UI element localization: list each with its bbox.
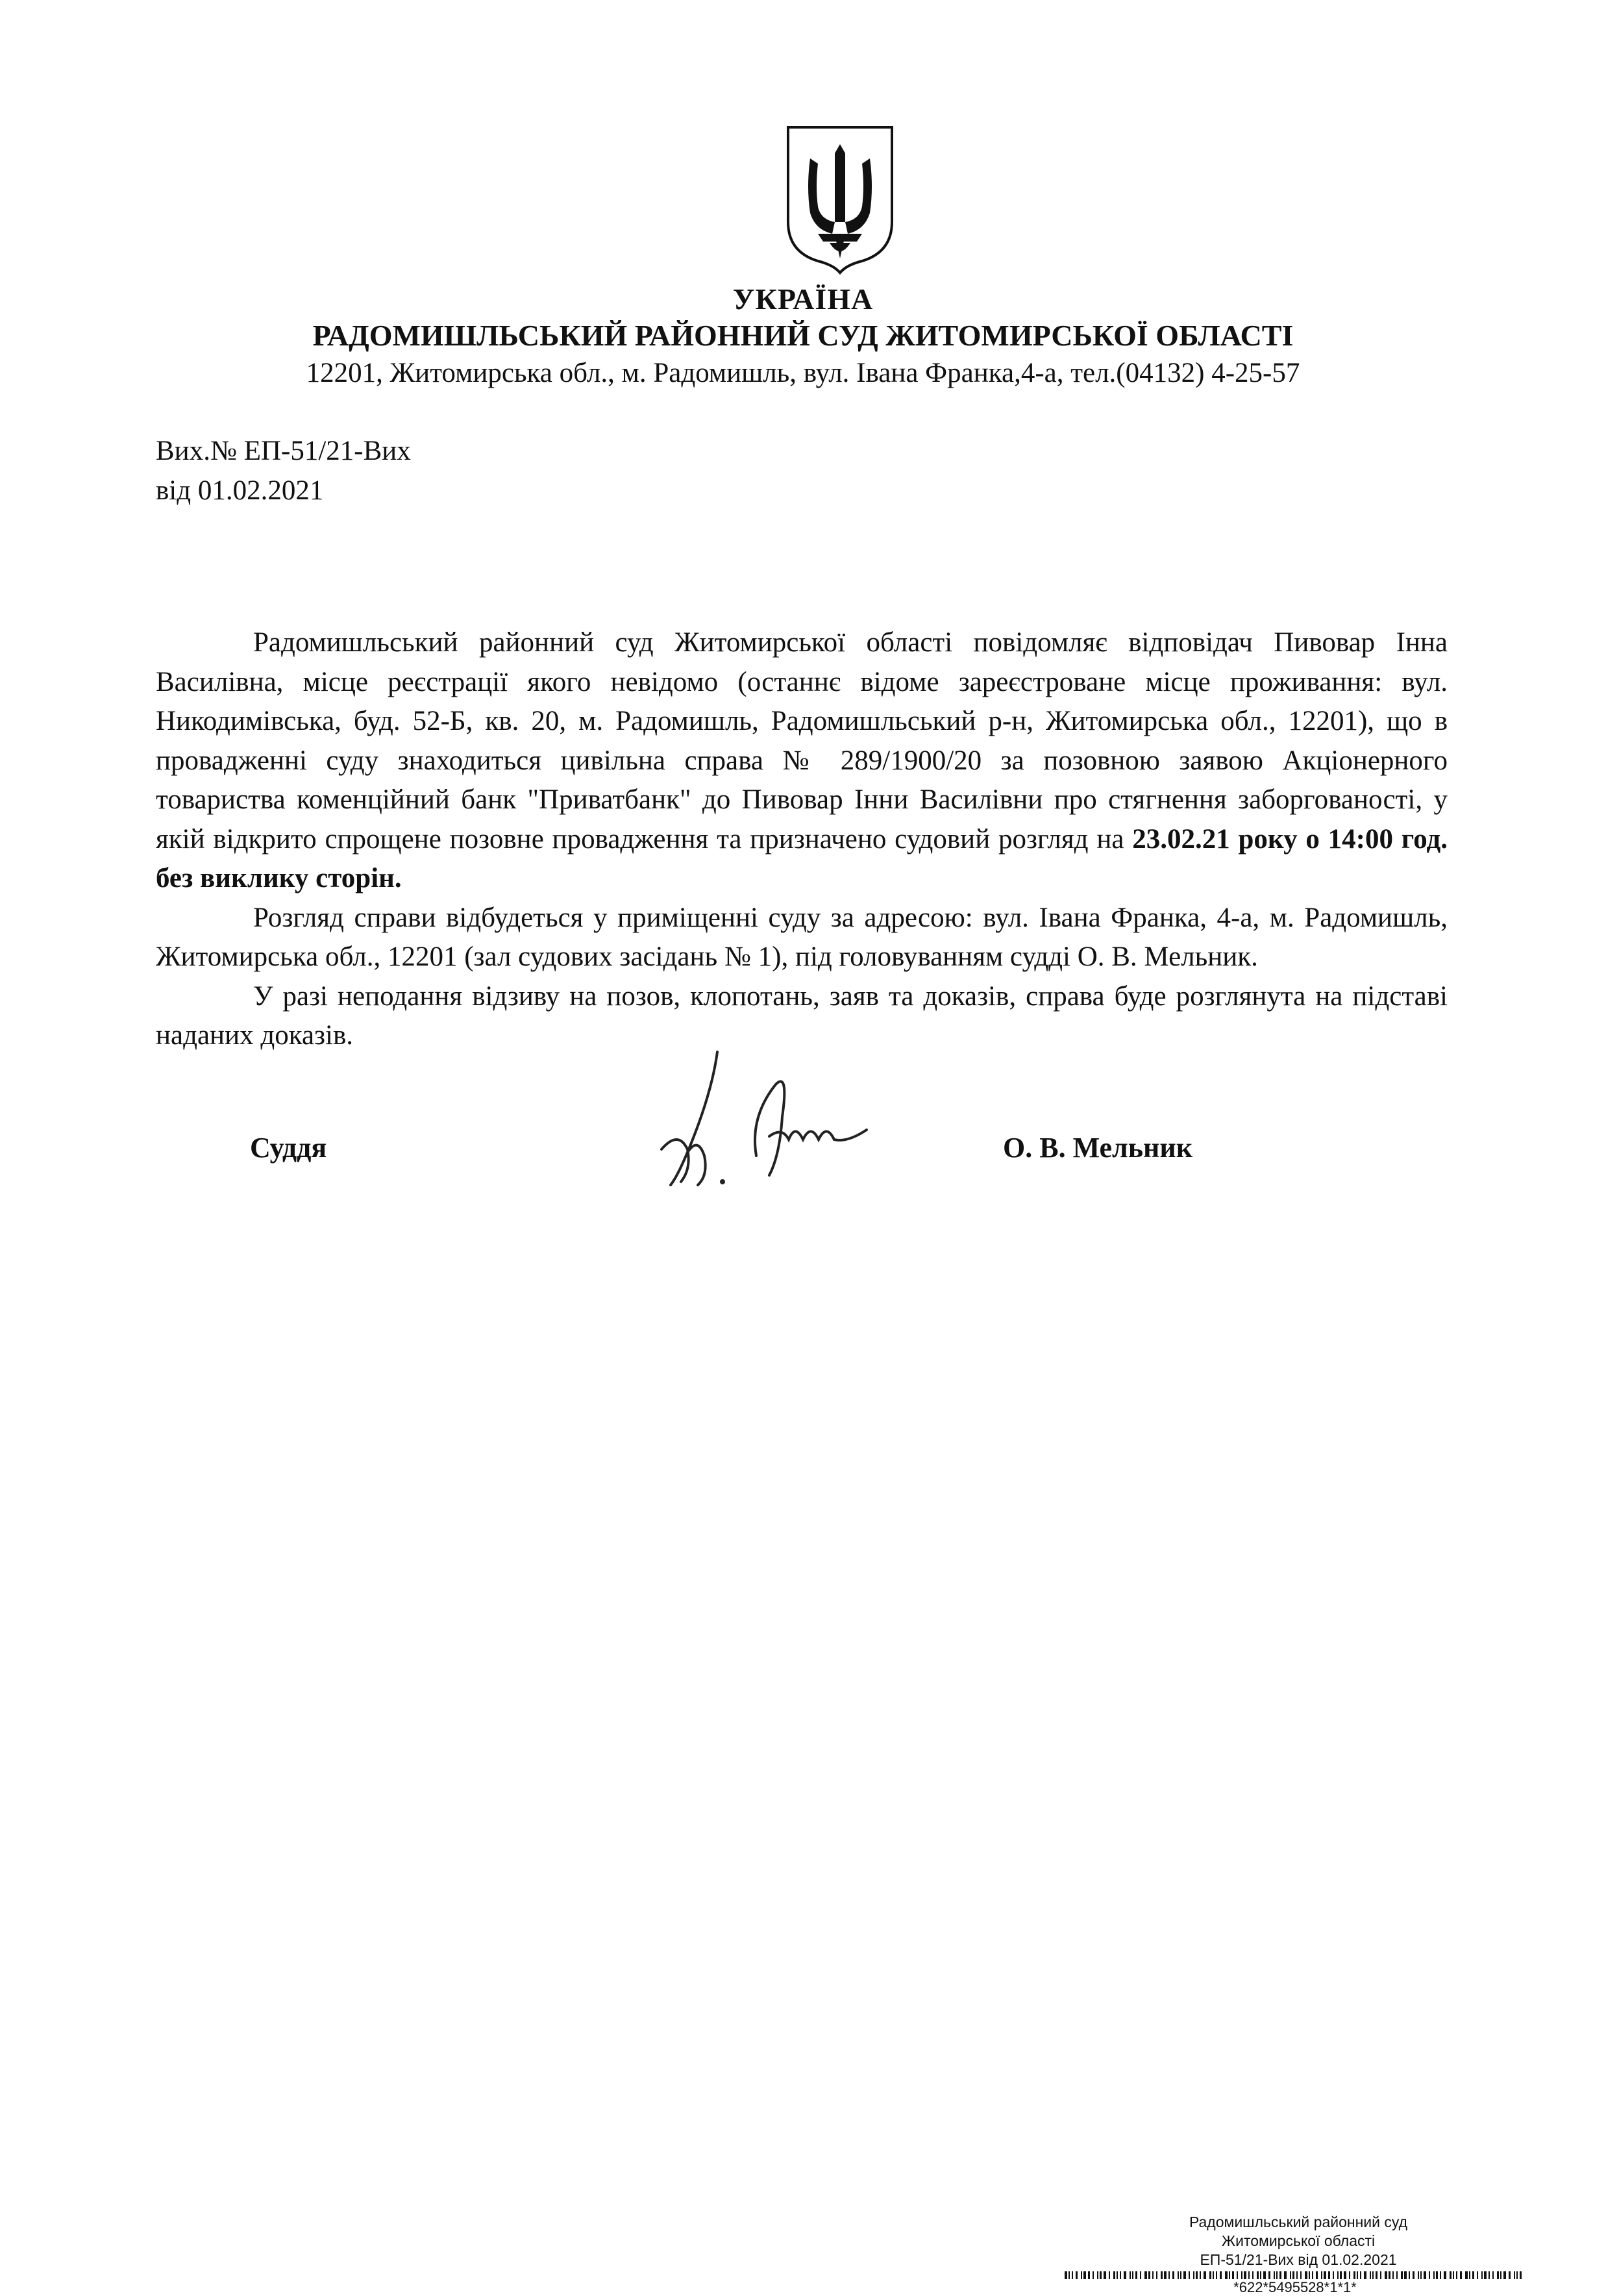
barcode-bar: [1241, 2271, 1242, 2279]
stamp-line-1: Радомишльський районний суд: [1189, 2214, 1408, 2230]
barcode-bar: [1172, 2271, 1174, 2279]
registration-stamp: [1052, 2213, 1545, 2269]
barcode-bar: [1260, 2271, 1261, 2279]
notice-body: [156, 623, 1448, 1056]
barcode-bar: [1497, 2271, 1499, 2279]
paragraph-3: У разі неподання відзиву на позов, клопотань, заяв та доказів, справа буде розглянута на підставі наданих доказів.: [156, 980, 1448, 1051]
barcode-bar: [1135, 2271, 1137, 2279]
barcode-bar: [1396, 2271, 1398, 2279]
stamp-line-2: Житомирської області: [1221, 2232, 1376, 2249]
barcode-bar: [1424, 2271, 1426, 2279]
barcode-bar: [1489, 2271, 1490, 2279]
judge-title: Суддя: [250, 1132, 327, 1164]
barcode-bar: [1232, 2271, 1234, 2279]
barcode-bar: [1465, 2271, 1468, 2279]
barcode-bar: [1453, 2271, 1454, 2279]
barcode-bar: [1263, 2271, 1266, 2279]
barcode-bar: [1178, 2271, 1179, 2279]
barcode-bar: [1213, 2271, 1214, 2279]
barcode-bar: [1401, 2271, 1403, 2279]
barcode-bar: [1088, 2271, 1090, 2279]
barcode-bar: [1309, 2271, 1310, 2279]
barcode-bar: [1069, 2271, 1070, 2279]
barcode-bar: [1076, 2271, 1078, 2279]
barcode-bar: [1312, 2271, 1313, 2279]
barcode-bar: [1183, 2271, 1186, 2279]
barcode-bar: [1370, 2271, 1371, 2279]
barcode-bar: [1357, 2271, 1358, 2279]
barcode-bar: [1514, 2271, 1515, 2279]
barcode-bar: [1189, 2271, 1190, 2279]
barcode-bar: [1257, 2271, 1259, 2279]
barcode-bar: [1477, 2271, 1478, 2279]
barcode-bar: [1220, 2271, 1222, 2279]
barcode-bar: [1144, 2271, 1147, 2279]
barcode-bar: [1100, 2271, 1102, 2279]
barcode-bar: [1209, 2271, 1211, 2279]
barcode-bar: [1204, 2271, 1206, 2279]
barcode-bar: [1156, 2271, 1157, 2279]
barcode-bar: [1380, 2271, 1381, 2279]
outgoing-number: Вих.№ ЕП-51/21-Вих: [156, 436, 411, 466]
barcode-bar: [1216, 2271, 1217, 2279]
barcode-bar: [1248, 2271, 1250, 2279]
barcode-bar: [1072, 2271, 1073, 2279]
paragraph-1-text: Радомишльський районний суд Житомирської області повідомляє відповідач Пивовар Інна Василівна, місце реєстрації якого невідомо (останнє відоме зареєстроване місце проживання: вул. Никодимівська, буд. 52-Б, кв. 20, м. Радомишль, Радомишльський р-н, Житомирська обл., 12201), що в провадженні суду знаходиться цивільна справа № 289/1900/20 за позовною заявою Акціонерного товариства коменційний банк "Приватбанк" до Пивовар Інни Василівни про стягнення заборгованості, у якій відкрито спрощене позовне провадження та призначено судовий розгляд на: [156, 627, 1448, 855]
barcode-bar: [1440, 2271, 1441, 2279]
barcode-bar: [1229, 2271, 1230, 2279]
barcode-bar: [1484, 2271, 1487, 2279]
country-title: УКРАЇНА: [732, 282, 874, 316]
barcode-bar: [1429, 2271, 1430, 2279]
barcode-bar: [1104, 2271, 1106, 2279]
barcode-bar: [1093, 2271, 1094, 2279]
barcode-bar: [1392, 2271, 1394, 2279]
barcode-bar: [1225, 2271, 1228, 2279]
barcode-bar: [1168, 2271, 1170, 2279]
barcode-bar: [1469, 2271, 1470, 2279]
barcode-bar: [1418, 2271, 1419, 2279]
barcode-bar: [1321, 2271, 1322, 2279]
barcode-bar: [1364, 2271, 1366, 2279]
barcode-bar: [1340, 2271, 1342, 2279]
barcode-bar: [1337, 2271, 1339, 2279]
barcode-bar: [1328, 2271, 1330, 2279]
barcode-bar: [1376, 2271, 1377, 2279]
barcode-bar: [1389, 2271, 1390, 2279]
barcode-bar: [1324, 2271, 1326, 2279]
barcode-bar: [1113, 2271, 1115, 2279]
barcode-bar: [1500, 2271, 1501, 2279]
barcode-bar: [1492, 2271, 1494, 2279]
barcode-bar: [1385, 2271, 1387, 2279]
handwritten-signature: [652, 1045, 899, 1195]
barcode-bar: [1420, 2271, 1422, 2279]
barcode-bar: [1503, 2271, 1506, 2279]
judge-name: О. В. Мельник: [1003, 1132, 1193, 1164]
barcode-bar: [1180, 2271, 1181, 2279]
barcode-bar: [1353, 2271, 1355, 2279]
barcode-number: *622*5495528*1*1*: [1233, 2279, 1357, 2295]
barcode-bar: [1290, 2271, 1291, 2279]
barcode-bar: [1196, 2271, 1198, 2279]
barcode-bar: [1404, 2271, 1407, 2279]
barcode-bar: [1117, 2271, 1118, 2279]
barcode-bar: [1520, 2271, 1522, 2279]
court-name: РАДОМИШЛЬСЬКИЙ РАЙОННИЙ СУД ЖИТОМИРСЬКОЇ ОБЛАСТІ: [312, 319, 1294, 352]
barcode-bar: [1252, 2271, 1254, 2279]
barcode-bar: [1481, 2271, 1483, 2279]
barcode-bar: [1097, 2271, 1098, 2279]
barcode-bar: [1148, 2271, 1150, 2279]
stamp-line-3: ЕП-51/21-Вих від 01.02.2021: [1200, 2251, 1397, 2268]
barcode-bar: [1279, 2271, 1281, 2279]
barcode-bar: [1164, 2271, 1167, 2279]
hearing-date-bold: 23.02.21 року о 14:00 год. без виклику сторін.: [156, 823, 1448, 893]
barcode-bar: [1065, 2271, 1067, 2279]
barcode-bar: [1276, 2271, 1278, 2279]
barcode-bar: [1140, 2271, 1141, 2279]
barcode-bar: [1516, 2271, 1518, 2279]
barcode-bar: [1109, 2271, 1110, 2279]
barcode-bar: [1152, 2271, 1154, 2279]
barcode-bar: [1244, 2271, 1246, 2279]
barcode-bar: [1436, 2271, 1438, 2279]
paragraph-2: Розгляд справи відбудеться у приміщенні суду за адресою: вул. Івана Франка, 4-а, м. Радомишль, Житомирська обл., 12201 (зал судових засідань № 1), під головуванням судді О. В. Мельник.: [156, 902, 1448, 972]
barcode-bar: [1333, 2271, 1334, 2279]
barcode-bar: [1372, 2271, 1374, 2279]
barcode-bar: [1450, 2271, 1452, 2279]
barcode-bar: [1433, 2271, 1435, 2279]
barcode-bar: [1292, 2271, 1294, 2279]
barcode-bar: [1409, 2271, 1410, 2279]
outgoing-date: від 01.02.2021: [156, 475, 324, 506]
barcode-bar: [1237, 2271, 1238, 2279]
barcode-bar: [1349, 2271, 1350, 2279]
barcode-bar: [1509, 2271, 1511, 2279]
barcode-bar: [1161, 2271, 1163, 2279]
barcode-bar: [1413, 2271, 1415, 2279]
barcode-bar: [1456, 2271, 1457, 2279]
barcode-bar: [1300, 2271, 1302, 2279]
barcode-bar: [1316, 2271, 1318, 2279]
barcode-bar: [1360, 2271, 1361, 2279]
barcode-bar: [1472, 2271, 1474, 2279]
court-address: 12201, Житомирська обл., м. Радомишль, вул. Івана Франка,4-а, тел.(04132) 4-25-57: [306, 358, 1300, 388]
barcode-bar: [1344, 2271, 1346, 2279]
barcode-bar: [1193, 2271, 1194, 2279]
barcode-bar: [1268, 2271, 1270, 2279]
barcode-bar: [1460, 2271, 1462, 2279]
barcode-bar: [1130, 2271, 1131, 2279]
barcode-bar: [1296, 2271, 1298, 2279]
coat-of-arms-icon: [784, 125, 896, 275]
barcode-bar: [1081, 2271, 1082, 2279]
barcode-bar: [1274, 2271, 1275, 2279]
barcode-bar: [1120, 2271, 1121, 2279]
barcode-bar: [1132, 2271, 1133, 2279]
barcode-bar: [1305, 2271, 1307, 2279]
barcode-bar: [1284, 2271, 1287, 2279]
barcode-bar: [1444, 2271, 1446, 2279]
paragraph-1: [156, 623, 1448, 899]
barcode-bar: [1124, 2271, 1126, 2279]
barcode-bar: [1200, 2271, 1201, 2279]
barcode-bar: [1083, 2271, 1086, 2279]
